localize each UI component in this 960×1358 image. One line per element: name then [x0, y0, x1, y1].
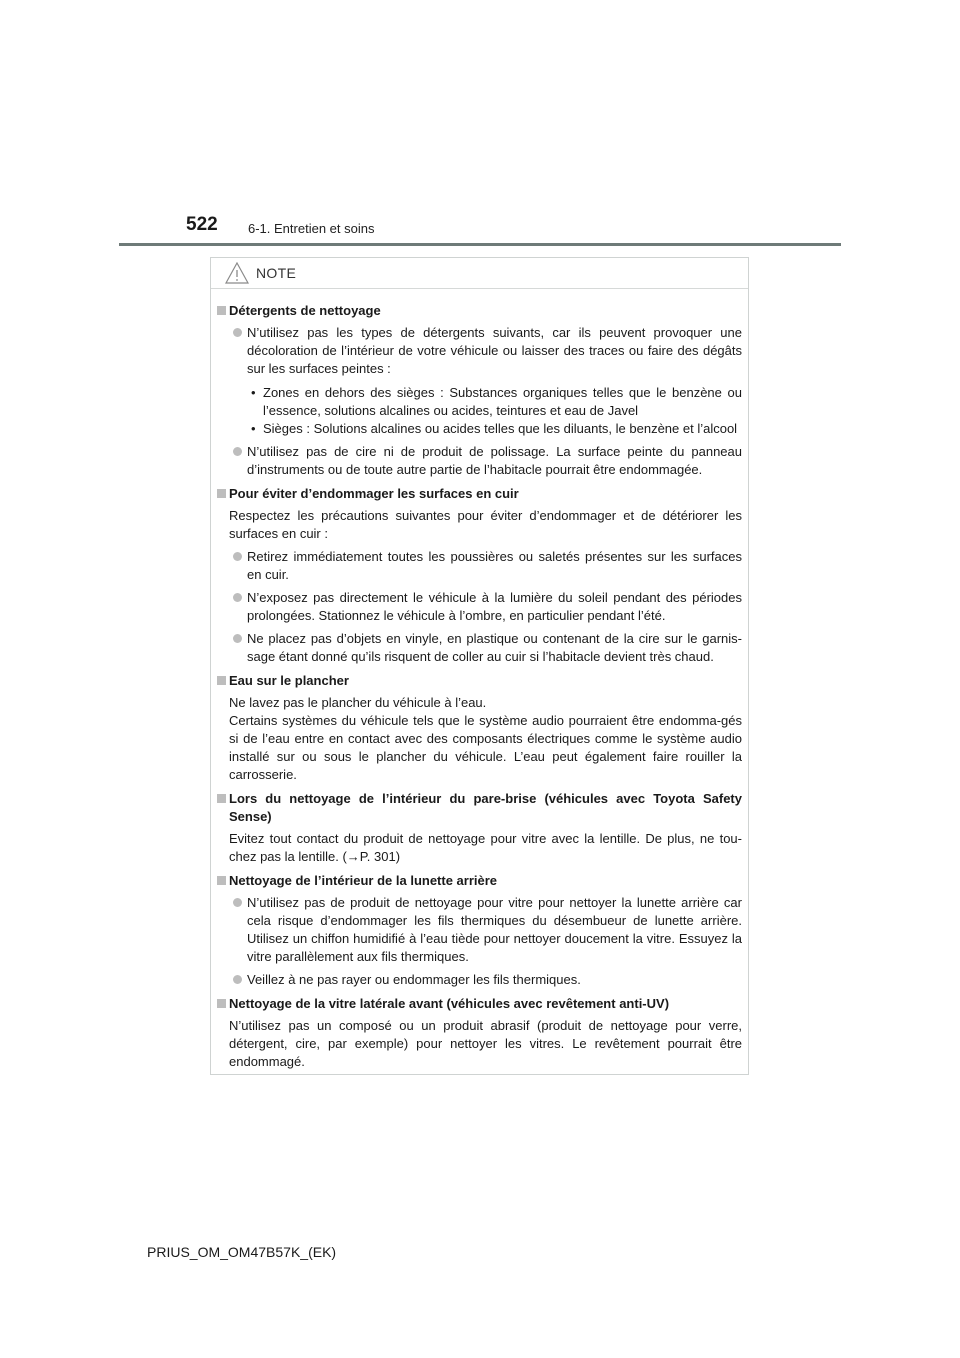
square-bullet-icon [217, 794, 226, 803]
circle-bullet-icon [233, 447, 242, 456]
square-bullet-icon [217, 306, 226, 315]
section-heading: Lors du nettoyage de l’intérieur du pare-brise (véhicules avec Toyota Safety Sense) [217, 790, 742, 826]
section-heading: Eau sur le plancher [217, 672, 742, 690]
section-title: 6-1. Entretien et soins [248, 221, 375, 236]
paragraph: Evitez tout contact du produit de nettoyage pour vitre avec la lentille. De plus, ne tou-chez pas la lentille. (→P. 301) [229, 831, 742, 864]
square-bullet-icon [217, 999, 226, 1008]
page-number: 522 [186, 214, 218, 235]
paragraph: N’utilisez pas un composé ou un produit abrasif (produit de nettoyage pour verre, détergent, cire, par exemple) pour nettoyer les vitres. Le revêtement pourrait être endommagé. [229, 1018, 742, 1069]
square-bullet-icon [217, 676, 226, 685]
list-item: N’utilisez pas les types de détergents suivants, car ils peuvent provoquer une décoloration de l’intérieur de votre véhicule ou laisser des traces ou faire des dégâts sur les surfaces peintes : [217, 324, 742, 378]
note-box [210, 257, 749, 1075]
paragraph: Ne lavez pas le plancher du véhicule à l’eau. [229, 695, 487, 710]
header-divider [119, 243, 841, 246]
warning-triangle-icon [225, 262, 249, 284]
circle-bullet-icon [233, 975, 242, 984]
circle-bullet-icon [233, 552, 242, 561]
section-heading: Détergents de nettoyage [217, 302, 742, 320]
note-header [211, 258, 748, 289]
section-heading: Nettoyage de l’intérieur de la lunette arrière [217, 872, 742, 890]
section-heading: Nettoyage de la vitre latérale avant (véhicules avec revêtement anti-UV) [217, 995, 742, 1013]
note-label: NOTE [256, 265, 297, 281]
list-item: N’utilisez pas de cire ni de produit de polissage. La surface peinte du panneau d’instruments ou de toute autre partie de l’habitacle pourrait être endommagée. [217, 443, 742, 479]
document-code: PRIUS_OM_OM47B57K_(EK) [147, 1244, 337, 1260]
circle-bullet-icon [233, 593, 242, 602]
note-body [211, 289, 748, 1071]
circle-bullet-icon [233, 898, 242, 907]
sub-list-item: • Zones en dehors des sièges : Substances organiques telles que le benzène ou l’essence, solutions alcalines ou acides, teintures et eau de Javel [251, 385, 742, 418]
section-heading: Pour éviter d’endommager les surfaces en cuir [217, 485, 742, 503]
sub-list-item: • Sièges : Solutions alcalines ou acides telles que les diluants, le benzène et l’alcool [251, 421, 738, 436]
list-item: N’utilisez pas de produit de nettoyage pour vitre pour nettoyer la lunette arrière car cela risque d’endommager les fils thermiques du désembueur de lunette arrière. Utilisez un chiffon humidifié à l’eau tiède pour nettoyer doucement la vitre. Essuyez la vitre parallèlement aux fils thermiques. [217, 894, 742, 966]
paragraph: Certains systèmes du véhicule tels que le système audio pourraient être endomma-gés si de l’eau entre en contact avec des composants électriques comme le système audio installé sur ou sous le plancher du véhicule. L’eau peut également faire rouiller la carrosserie. [229, 713, 742, 782]
list-item: Retirez immédiatement toutes les poussières ou saletés présentes sur les surfaces en cuir. [217, 548, 742, 584]
paragraph: Respectez les précautions suivantes pour éviter d’endommager et de détériorer les surfaces en cuir : [229, 508, 742, 541]
list-item: N’exposez pas directement le véhicule à la lumière du soleil pendant des périodes prolongées. Stationnez le véhicule à l’ombre, en particulier pendant l’été. [217, 589, 742, 625]
list-item: Veillez à ne pas rayer ou endommager les fils thermiques. [217, 971, 742, 989]
list-item: Ne placez pas d’objets en vinyle, en plastique ou contenant de la cire sur le garnis-sage étant donné qu’ils risquent de coller au cuir si l’habitacle devient très chaud. [217, 630, 742, 666]
circle-bullet-icon [233, 634, 242, 643]
square-bullet-icon [217, 876, 226, 885]
circle-bullet-icon [233, 328, 242, 337]
square-bullet-icon [217, 489, 226, 498]
